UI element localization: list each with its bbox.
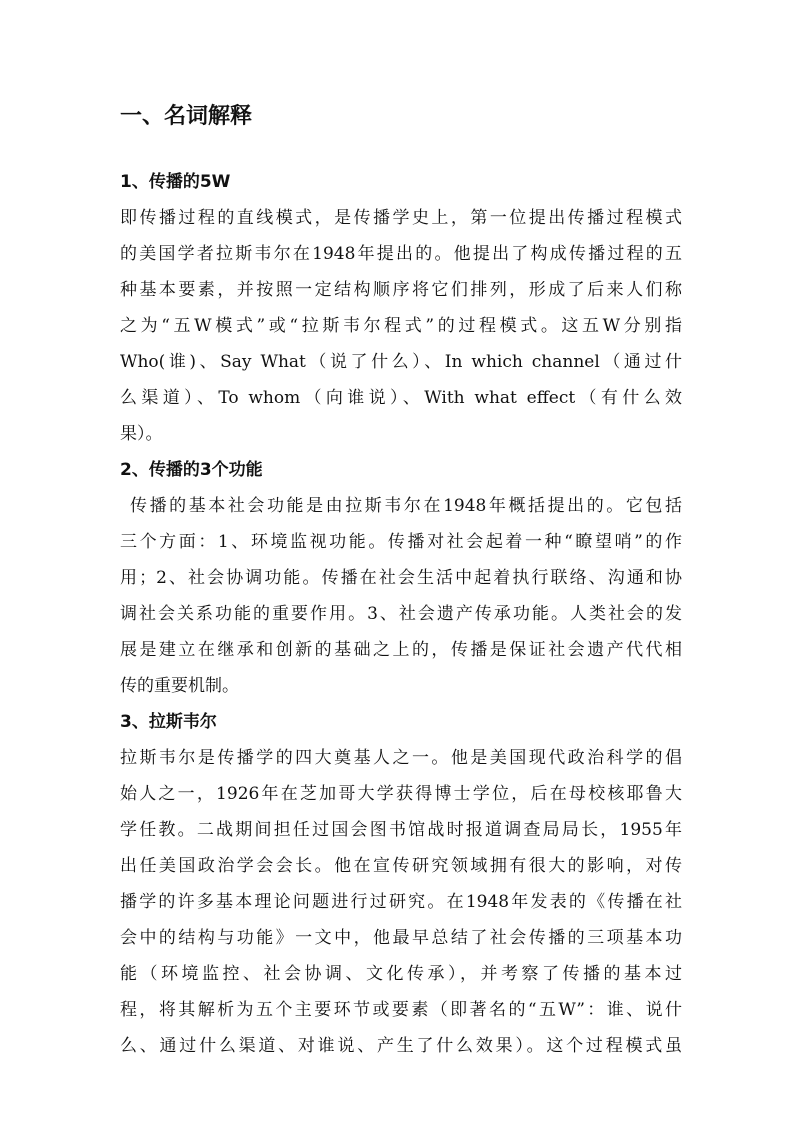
paragraph-line: 能（环境监控、社会协调、文化传承），并考察了传播的基本过 [120, 964, 682, 984]
paragraph-line: 果）。 [120, 424, 163, 444]
paragraph-line: 会中的结构与功能》一文中，他最早总结了社会传播的三项基本功 [120, 928, 682, 948]
paragraph-line: 展是建立在继承和创新的基础之上的，传播是保证社会遗产代代相 [120, 640, 682, 660]
paragraph-line: Who(谁)、Say What（说了什么）、In which channel（通过什 [120, 352, 682, 372]
term-entry-lasswell [120, 704, 682, 1064]
paragraph-line: 程，将其解析为五个主要环节或要素（即著名的“五W”：谁、说什 [120, 1000, 682, 1020]
term-entry-5w [120, 164, 682, 452]
paragraph-line: 传的重要机制。 [120, 676, 239, 696]
paragraph-line: 传播的基本社会功能是由拉斯韦尔在1948年概括提出的。它包括 [130, 496, 682, 516]
section-title: 一、名词解释 [120, 104, 253, 129]
paragraph-line: 种基本要素，并按照一定结构顺序将它们排列，形成了后来人们称 [120, 280, 682, 300]
paragraph-line: 么、通过什么渠道、对谁说、产生了什么效果）。这个过程模式虽 [120, 1036, 682, 1056]
paragraph-line: 学任教。二战期间担任过国会图书馆战时报道调查局局长，1955年 [120, 820, 682, 840]
paragraph-line: 的美国学者拉斯韦尔在1948年提出的。他提出了构成传播过程的五 [120, 244, 682, 264]
paragraph-line: 播学的许多基本理论问题进行过研究。在1948年发表的《传播在社 [120, 892, 682, 912]
paragraph-line: 之为“五W模式”或“拉斯韦尔程式”的过程模式。这五W分别指 [120, 316, 682, 336]
term-heading: 3、拉斯韦尔 [120, 712, 217, 732]
paragraph-line: 调社会关系功能的重要作用。3、社会遗产传承功能。人类社会的发 [120, 604, 682, 624]
paragraph-line: 三个方面：1、环境监视功能。传播对社会起着一种“瞭望哨”的作 [120, 532, 682, 552]
paragraph-line: 即传播过程的直线模式，是传播学史上，第一位提出传播过程模式 [120, 208, 682, 228]
term-heading: 1、传播的5W [120, 172, 231, 192]
term-entry-3-functions [120, 452, 682, 704]
term-heading: 2、传播的3个功能 [120, 460, 263, 480]
paragraph-line: 出任美国政治学会会长。他在宣传研究领域拥有很大的影响，对传 [120, 856, 682, 876]
paragraph-line: 拉斯韦尔是传播学的四大奠基人之一。他是美国现代政治科学的倡 [120, 748, 682, 768]
paragraph-line: 始人之一，1926年在芝加哥大学获得博士学位，后在母校核耶鲁大 [120, 784, 682, 804]
paragraph-line: 么渠道）、To whom（向谁说）、With what effect（有什么效 [120, 388, 682, 408]
paragraph-line: 用；2、社会协调功能。传播在社会生活中起着执行联络、沟通和协 [120, 568, 682, 588]
